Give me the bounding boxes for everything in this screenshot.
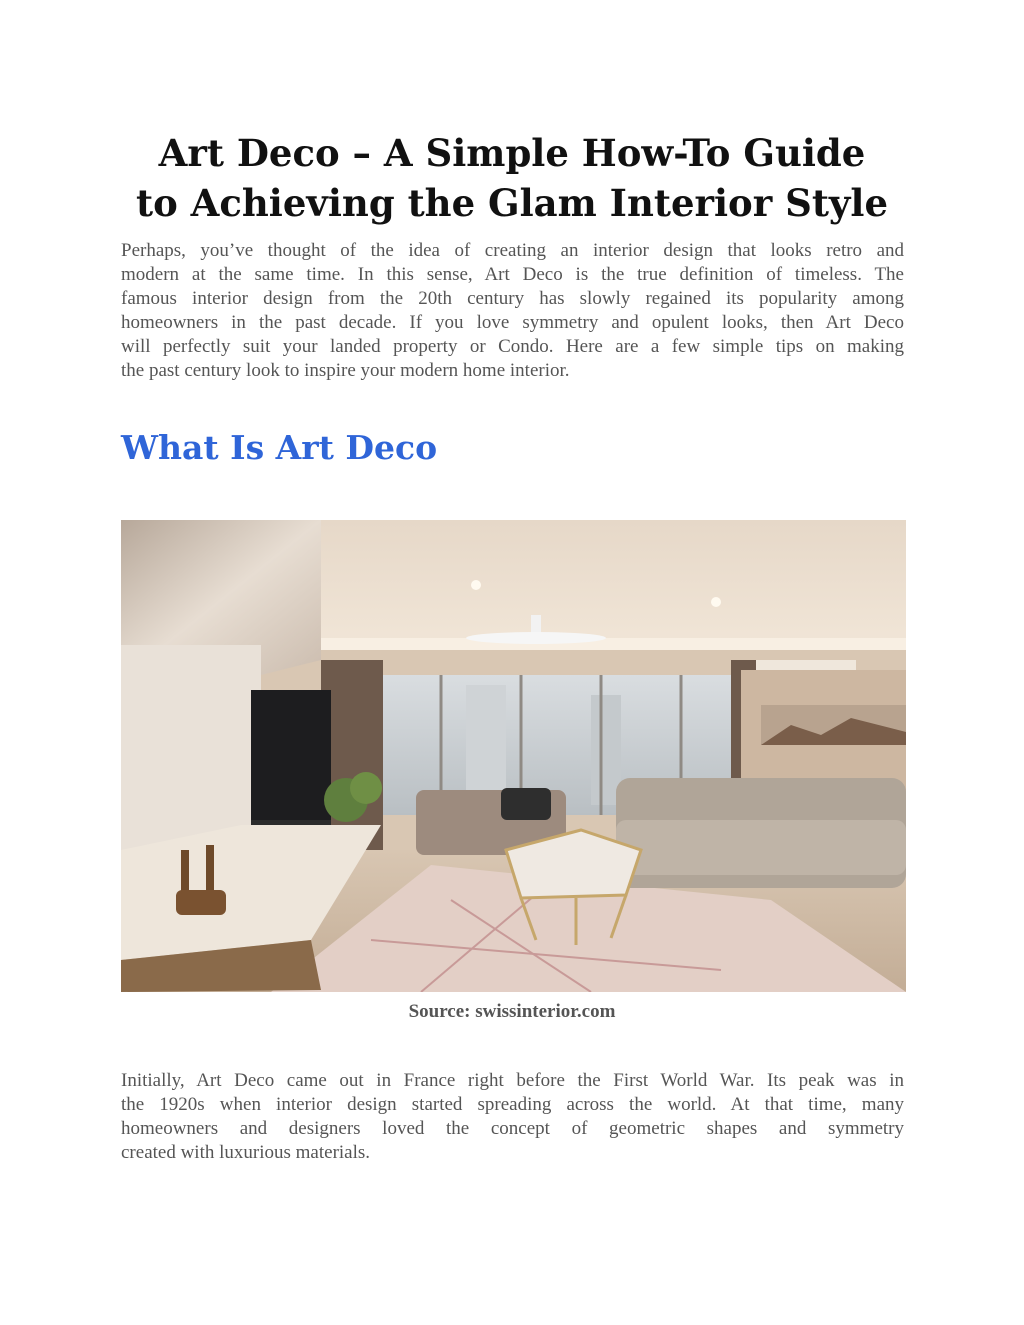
intro-line: homeowners in the past decade. If you love symmetry and opulent looks, then Art Deco xyxy=(121,312,904,333)
body-line: created with luxurious materials. xyxy=(121,1142,371,1163)
body-line: the 1920s when interior design started spreading across the world. At that time, many xyxy=(121,1094,904,1115)
intro-line: modern at the same time. In this sense, Art Deco is the true definition of timeless. The xyxy=(121,264,904,285)
body-line: Initially, Art Deco came out in France right before the First World War. Its peak was in xyxy=(121,1070,904,1091)
title-line-1: Art Deco – A Simple How-To Guide xyxy=(158,131,866,175)
intro-line: the past century look to inspire your modern home interior. xyxy=(121,360,570,381)
intro-paragraph xyxy=(121,239,904,383)
figure-caption: Source: swissinterior.com xyxy=(408,1001,616,1022)
title-line-2: to Achieving the Glam Interior Style xyxy=(135,181,888,225)
body-line: homeowners and designers loved the concept of geometric shapes and symmetry xyxy=(121,1118,904,1139)
page-title xyxy=(100,128,924,228)
intro-line: Perhaps, you’ve thought of the idea of creating an interior design that looks retro and xyxy=(121,240,904,261)
intro-line: famous interior design from the 20th century has slowly regained its popularity among xyxy=(121,288,904,309)
intro-line: will perfectly suit your landed property or Condo. Here are a few simple tips on making xyxy=(121,336,904,357)
body-paragraph xyxy=(121,1069,904,1165)
section-heading: What Is Art Deco xyxy=(121,428,438,467)
living-room-photo xyxy=(121,520,906,992)
